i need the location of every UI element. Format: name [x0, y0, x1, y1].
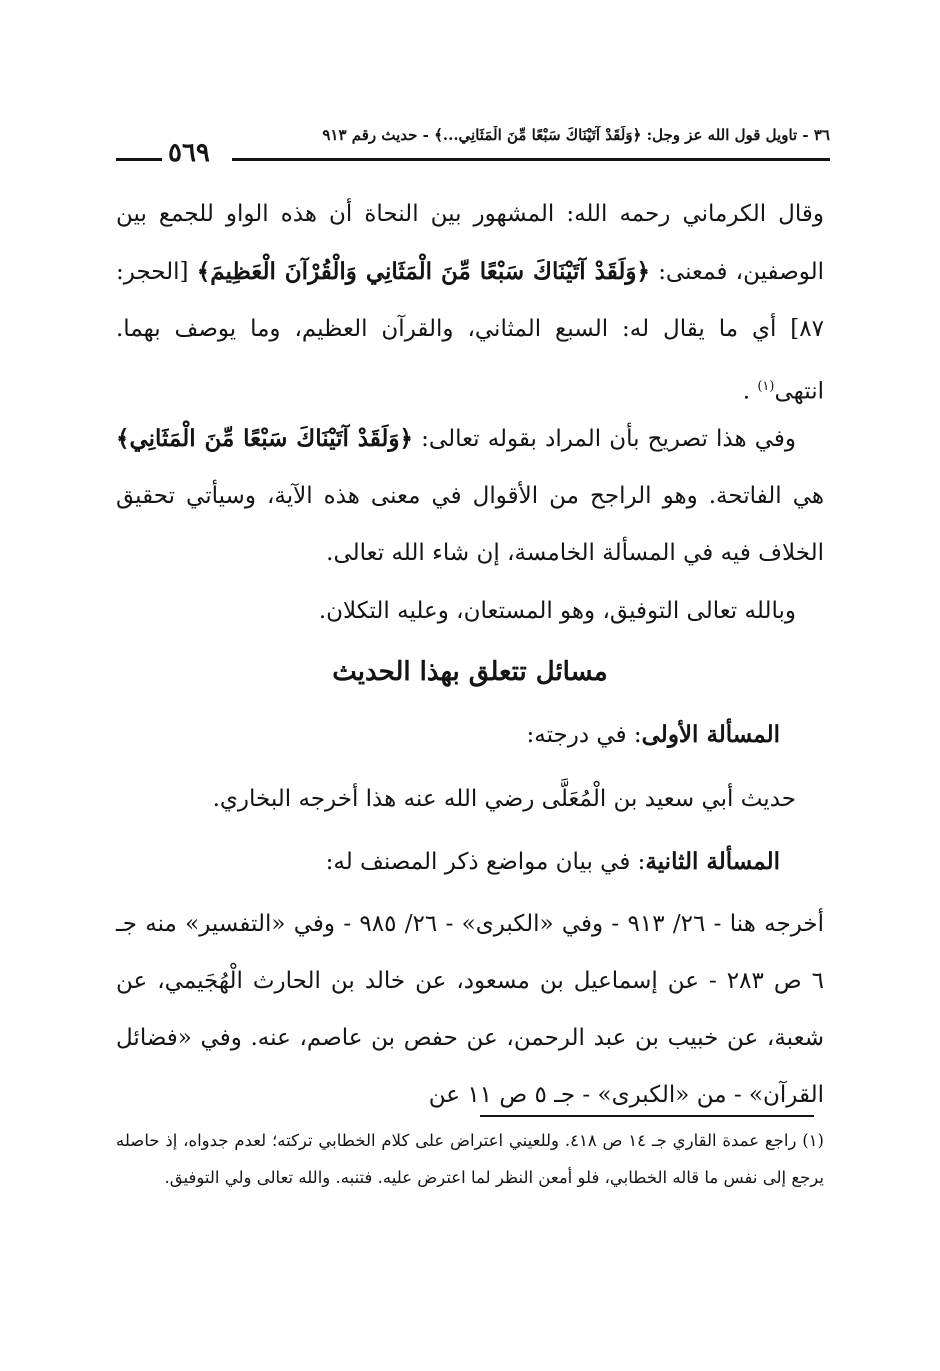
issue-label: المسألة الثانية: [645, 848, 780, 875]
issue-first: [100, 713, 780, 757]
paragraph-text: وقال الكرماني رحمه الله: المشهور بين النحاة أن هذه الواو للجمع بين الوصفين، فمعنى:: [116, 201, 824, 285]
issue-second-body: أخرجه هنا - ٢٦/ ٩١٣ - وفي «الكبرى» - ٢٦/ ٩٨٥ - وفي «التفسير» منه جـ ٦ ص ٢٨٣ - عن إسماعيل بن مسعود، عن خالد بن الحارث الْهُجَيمي، عن شعبة، عن خبيب بن عبد الرحمن، عن حفص بن عاصم، عنه. وفي «فضائل القرآن» - من «الكبرى» - جـ ٥ ص ١١ عن: [116, 911, 825, 1108]
issue-text: : في بيان مواضع ذكر المصنف له:: [325, 849, 646, 875]
paragraph-text: .: [742, 378, 751, 405]
issue-text: : في درجته:: [526, 722, 642, 748]
section-heading: مسائل تتعلق بهذا الحديث: [332, 657, 608, 687]
header-page-rule: [116, 158, 162, 161]
issue-second: [100, 840, 780, 884]
paragraph-text: هي الفاتحة. وهو الراجح من الأقوال في معنى هذه الآية، وسيأتي تحقيق الخلاف فيه في المسألة الخامسة، إن شاء الله تعالى.: [116, 483, 824, 566]
header-rule: [232, 158, 830, 161]
running-header: [116, 118, 830, 174]
footnote-marker[interactable]: (١): [757, 379, 775, 394]
paragraph-kirmani: [116, 186, 824, 421]
paragraph-text: [الحجر: ٨٧] أي ما يقال له: السبع المثاني، والقرآن العظيم، وما يوصف بهما. انتهى: [116, 259, 824, 405]
paragraph-closing: وبالله تعالى التوفيق، وهو المستعان، وعليه التكلان.: [318, 598, 796, 624]
issue-label: المسألة الأولى: [641, 721, 780, 748]
page-number: ٥٦٩: [168, 138, 210, 168]
paragraph-explanation: [116, 410, 824, 582]
quran-quote: ﴿وَلَقَدْ آتَيْنَاكَ سَبْعًا مِّنَ الْمَثَانِي﴾: [116, 425, 414, 452]
paragraph-text: وفي هذا تصريح بأن المراد بقوله تعالى:: [421, 426, 797, 452]
quran-quote: ﴿وَلَقَدْ آتَيْنَاكَ سَبْعًا مِّنَ الْمَثَانِي وَالْقُرْآنَ الْعَظِيمَ﴾: [196, 258, 650, 285]
header-title: ٣٦ - تاويل قول الله عز وجل: ﴿وَلَقَدْ آتَيْنَاكَ سَبْعًا مِّنَ الْمَثَانِي...﴾ - حديث رقم ٩١٣: [322, 126, 830, 144]
footnote-rule: [480, 1115, 814, 1117]
issue-first-body: حديث أبي سعيد بن الْمُعَلَّى رضي الله عنه هذا أخرجه البخاري.: [212, 786, 796, 812]
footnote: (١) راجع عمدة القاري جـ ١٤ ص ٤١٨. وللعيني اعتراض على كلام الخطابي تركته؛ لعدم جدواه، إذ حاصله يرجع إلى نفس ما قاله الخطابي، فلو أمعن النظر لما اعترض عليه. فتنبه. والله تعالى ولي التوفيق.: [116, 1131, 824, 1187]
